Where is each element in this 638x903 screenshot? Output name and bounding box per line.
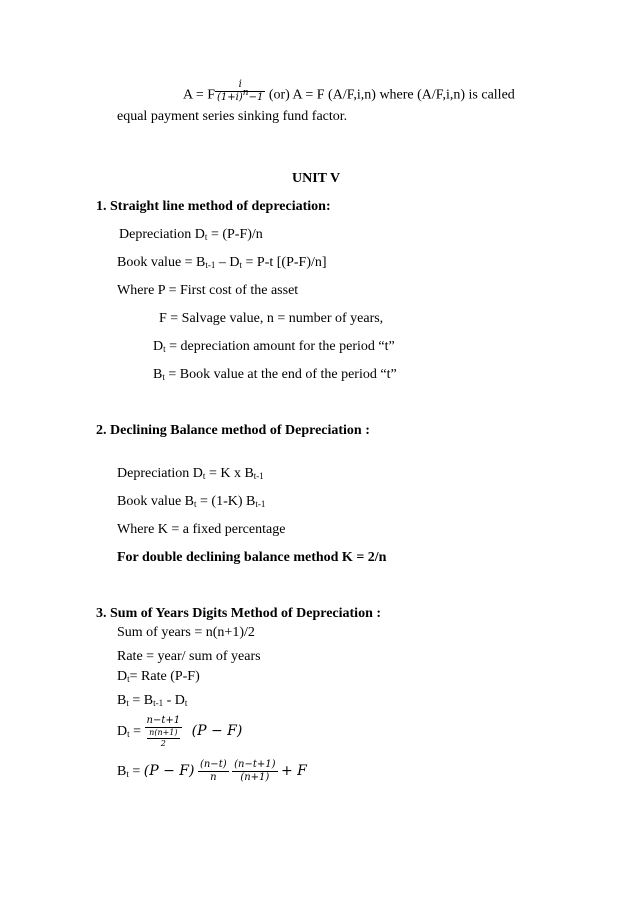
s3-rate: Rate = year/ sum of years bbox=[117, 649, 261, 664]
dt-numerator: n−t+1 bbox=[146, 714, 181, 726]
subscript: t bbox=[194, 499, 197, 509]
dt-p-minus-f: (P − F) bbox=[191, 723, 243, 739]
subscript: t bbox=[127, 729, 130, 739]
subscript: t bbox=[127, 674, 130, 684]
subscript: t-1 bbox=[205, 260, 216, 270]
den-base: (1+i) bbox=[217, 92, 243, 103]
bt-f2-denominator: (n+1) bbox=[240, 772, 270, 784]
text: D bbox=[153, 339, 164, 354]
text: - D bbox=[163, 693, 185, 708]
text: Depreciation D bbox=[119, 227, 205, 242]
bt-f1-denominator: n bbox=[210, 772, 217, 784]
fraction-denominator bbox=[215, 88, 265, 104]
subscript: t bbox=[126, 769, 129, 779]
s1-where-p: Where P = First cost of the asset bbox=[117, 283, 299, 298]
text: = K x B bbox=[205, 466, 254, 481]
dt-inner-fraction bbox=[147, 728, 179, 749]
unit-title: UNIT V bbox=[292, 171, 341, 186]
text: D bbox=[117, 724, 128, 739]
text: Depreciation D bbox=[117, 466, 203, 481]
equals: = bbox=[129, 724, 145, 739]
formula-rest: (or) A = F (A/F,i,n) where (A/F,i,n) is called bbox=[265, 87, 515, 103]
s2-double-declining: For double declining balance method K = 2/n bbox=[117, 550, 387, 565]
text: Book value B bbox=[117, 494, 194, 509]
s2-depreciation-formula bbox=[117, 466, 264, 482]
s2-book-value-formula bbox=[117, 494, 265, 510]
subscript: t bbox=[163, 344, 166, 354]
s3-sum-of-years: Sum of years = n(n+1)/2 bbox=[117, 625, 255, 640]
s1-depreciation-formula bbox=[119, 227, 263, 243]
s3-bt-fraction-formula bbox=[117, 756, 307, 788]
fraction-numerator: i bbox=[215, 79, 265, 92]
inner-denominator: 2 bbox=[160, 738, 166, 748]
subscript: t-1 bbox=[153, 698, 164, 708]
section1-heading: 1. Straight line method of depreciation: bbox=[96, 199, 331, 214]
text: = Rate (P-F) bbox=[129, 669, 200, 684]
subscript: t bbox=[184, 698, 188, 708]
text: B bbox=[117, 764, 127, 779]
text: = P-t [(P-F)/n] bbox=[242, 255, 327, 270]
subscript: t bbox=[162, 372, 165, 382]
bt-fraction-1 bbox=[198, 759, 229, 784]
text: B bbox=[153, 367, 163, 382]
bt-f2-numerator: (n−t+1) bbox=[234, 759, 276, 771]
s2-where-k: Where K = a fixed percentage bbox=[117, 522, 286, 537]
bt-p-minus-f: (P − F) bbox=[143, 763, 195, 779]
formula-continuation: equal payment series sinking fund factor. bbox=[117, 109, 348, 124]
equals: = bbox=[128, 764, 144, 779]
subscript: t bbox=[204, 232, 208, 242]
dt-denominator bbox=[145, 728, 183, 749]
text: = B bbox=[128, 693, 154, 708]
text: = depreciation amount for the period “t” bbox=[165, 339, 395, 354]
s3-bt-recursive bbox=[117, 693, 187, 709]
subscript: t bbox=[126, 698, 129, 708]
s1-bt-definition bbox=[153, 367, 397, 383]
dt-fraction bbox=[145, 715, 183, 749]
s3-dt-fraction-formula bbox=[117, 713, 242, 753]
text: B bbox=[117, 693, 127, 708]
text: = Book value at the end of the period “t” bbox=[164, 367, 397, 382]
s1-where-f: F = Salvage value, n = number of years, bbox=[159, 311, 384, 326]
sinking-fund-formula bbox=[183, 79, 515, 108]
subscript: t bbox=[239, 260, 243, 270]
subscript: t bbox=[202, 471, 206, 481]
s1-dt-definition bbox=[153, 339, 395, 355]
subscript: t-1 bbox=[253, 471, 264, 481]
s1-book-value-formula bbox=[117, 255, 327, 271]
section2-heading: 2. Declining Balance method of Depreciation : bbox=[96, 423, 370, 438]
text: Book value = B bbox=[117, 255, 206, 270]
den-exponent: n bbox=[242, 88, 249, 98]
bt-fraction-2 bbox=[232, 759, 277, 784]
s3-dt-rate bbox=[117, 669, 200, 685]
subscript: t-1 bbox=[255, 499, 266, 509]
text: D bbox=[117, 669, 128, 684]
section3-heading: 3. Sum of Years Digits Method of Depreciation : bbox=[96, 606, 382, 621]
bt-f1-numerator: (n−t) bbox=[199, 759, 227, 771]
bt-plus-f: + F bbox=[281, 763, 307, 779]
text: = (1-K) B bbox=[196, 494, 256, 509]
formula-lhs: A = F bbox=[183, 87, 216, 103]
inner-numerator: n(n+1) bbox=[149, 727, 178, 737]
sinking-fund-fraction bbox=[215, 79, 265, 104]
text: = (P-F)/n bbox=[207, 227, 263, 242]
text: – D bbox=[215, 255, 240, 270]
den-tail: −1 bbox=[248, 92, 264, 103]
